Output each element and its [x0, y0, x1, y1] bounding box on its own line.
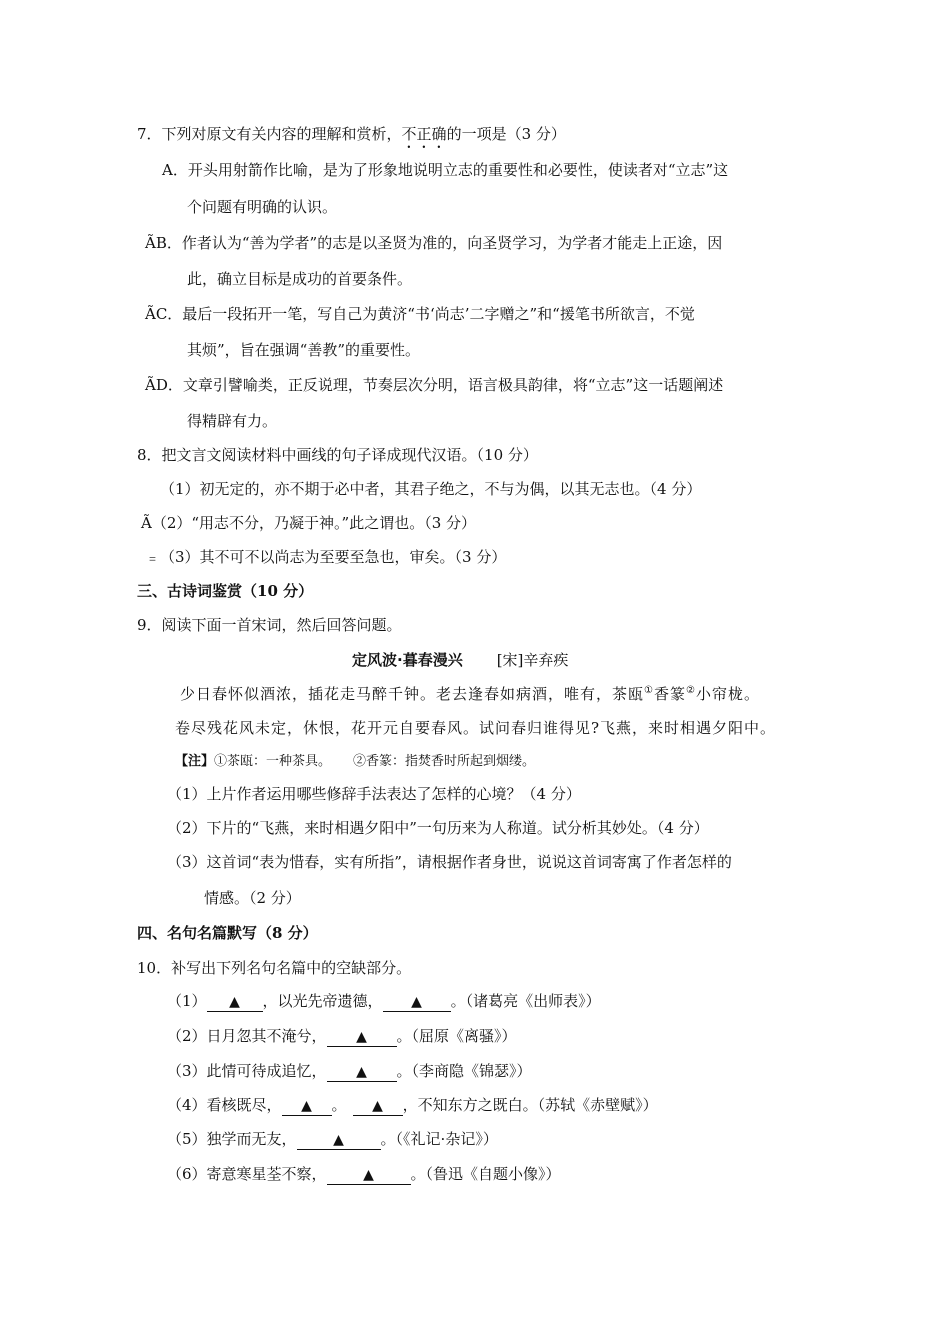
poem-title: 定风波·暮春漫兴 — [352, 651, 463, 669]
q8-item-1: （1）初无定的，亦不期于必中者，其君子绝之，不与为偶，以其无志也。（4 分） — [160, 480, 702, 498]
poem-author: [宋]辛弃疾 — [496, 651, 569, 669]
fill-blank[interactable] — [383, 992, 451, 1012]
q9-question-3-cont: 情感。（2 分） — [204, 889, 301, 907]
q10-line-4-mid: 。 — [331, 1096, 347, 1114]
q8-stem: 8．把文言文阅读材料中画线的句子译成现代汉语。（10 分） — [137, 446, 538, 464]
poem-line-1 — [180, 684, 760, 704]
q7-emphasis: 不正确 — [401, 125, 447, 143]
q10-line-6-source: 。（鲁迅《自题小像》） — [410, 1165, 561, 1183]
q8-item-2: Ã（2）“用志不分，乃凝于神。”此之谓也。（3 分） — [141, 514, 477, 532]
triangle-icon: ▲ — [301, 1098, 312, 1114]
fill-blank[interactable] — [297, 1130, 381, 1150]
q10-line-5-source: 。（《礼记·杂记》） — [380, 1130, 498, 1148]
triangle-icon: ▲ — [356, 1064, 367, 1080]
q9-question-2: （2）下片的“飞燕，来时相遇夕阳中”一句历来为人称道。试分析其妙处。（4 分） — [167, 819, 709, 837]
q10-line-2-text: （2）日月忽其不淹兮， — [167, 1027, 327, 1045]
q10-line-5 — [167, 1129, 498, 1150]
q7-option-c-line1: ÃC．最后一段拓开一笔，写自己为黄济“书‘尚志’二字赠之”和“援笔书所欲言，不觉 — [145, 305, 695, 323]
q10-line-2-source: 。（屈原《离骚》） — [396, 1027, 517, 1045]
q10-line-5-text: （5）独学而无友， — [167, 1130, 297, 1148]
q7-option-a-line2: 个问题有明确的认识。 — [187, 198, 338, 216]
triangle-icon: ▲ — [372, 1098, 383, 1114]
fill-blank[interactable] — [327, 1062, 397, 1082]
q10-line-3 — [167, 1061, 532, 1082]
q7-stem — [137, 124, 566, 152]
q10-line-6-text: （6）寄意寒星荃不察， — [167, 1165, 327, 1183]
poem-line-2: 卷尽残花风未定，休恨，花开元自要春风。试问春归谁得见?飞燕，来时相遇夕阳中。 — [175, 719, 777, 737]
q10-line-6 — [167, 1164, 561, 1185]
fill-blank[interactable] — [353, 1096, 403, 1116]
q9-question-1: （1）上片作者运用哪些修辞手法表达了怎样的心境？（4 分） — [167, 785, 581, 803]
q7-stem-post: 的一项是（3 分） — [446, 125, 566, 143]
q7-option-b-line1: ÃB．作者认为“善为学者”的志是以圣贤为准的，向圣贤学习，为学者才能走上正途，因 — [145, 234, 723, 252]
q7-option-a-line1: A．开头用射箭作比喻，是为了形象地说明立志的重要性和必要性，使读者对“立志”这 — [162, 161, 729, 179]
poem-notes — [175, 752, 535, 772]
q10-line-1-mid: ，以光先帝遗德， — [262, 992, 383, 1010]
q9-stem: 9．阅读下面一首宋词，然后回答问题。 — [137, 616, 402, 634]
note-label: 【注】 — [175, 754, 215, 769]
q7-option-d-line1: ÃD．文章引譬喻类，正反说理，节奏层次分明，语言极具韵律，将“立志”这一话题阐述 — [145, 376, 724, 394]
poem-line-1-a: 少日春怀似酒浓，插花走马醉千钟。老去逢春如病酒，唯有，茶瓯 — [180, 685, 645, 703]
poem-note-ref-1: ① — [644, 685, 654, 696]
fill-blank[interactable] — [327, 1027, 397, 1047]
poem-note-ref-2: ② — [686, 685, 696, 696]
q10-line-3-text: （3）此情可待成追忆， — [167, 1062, 327, 1080]
q7-option-b-line2: 此，确立目标是成功的首要条件。 — [187, 270, 413, 288]
triangle-icon: ▲ — [363, 1167, 374, 1183]
q10-line-3-source: 。（李商隐《锦瑟》） — [396, 1062, 532, 1080]
triangle-icon: ▲ — [229, 994, 240, 1010]
q9-question-3: （3）这首词“表为惜春，实有所指”，请根据作者身世，说说这首词寄寓了作者怎样的 — [167, 853, 732, 871]
poem-line-1-c: 小帘栊。 — [695, 685, 760, 703]
triangle-icon: ▲ — [411, 994, 422, 1010]
fill-blank[interactable] — [207, 992, 263, 1012]
note-2: ②香篆：指焚香时所起到烟缕。 — [353, 754, 536, 769]
poem-title-line — [352, 650, 568, 670]
poem-line-1-b: 香篆 — [653, 685, 686, 703]
q8-item-3: ﹦（3）其不可不以尚志为至要至急也，审矣。（3 分） — [145, 548, 507, 566]
q10-line-1-num: （1） — [167, 992, 207, 1010]
q10-line-4-text: （4）看核既尽， — [167, 1096, 282, 1114]
section-4-heading: 四、名句名篇默写（8 分） — [137, 924, 318, 942]
q10-line-1-source: 。（诸葛亮《出师表》） — [450, 992, 601, 1010]
triangle-icon: ▲ — [356, 1029, 367, 1045]
q7-option-c-line2: 其烦”，旨在强调“善教”的重要性。 — [187, 341, 421, 359]
q10-line-2 — [167, 1026, 517, 1047]
fill-blank[interactable] — [327, 1165, 411, 1185]
note-1: ①茶瓯：一种茶具。 — [214, 754, 332, 769]
triangle-icon: ▲ — [333, 1132, 344, 1148]
q10-stem: 10．补写出下列名句名篇中的空缺部分。 — [137, 959, 412, 977]
section-3-heading: 三、古诗词鉴赏（10 分） — [137, 582, 314, 600]
q10-line-4-source: ，不知东方之既白。（苏轼《赤壁赋》） — [402, 1096, 658, 1114]
q10-line-1 — [167, 991, 601, 1012]
fill-blank[interactable] — [282, 1096, 332, 1116]
q10-line-4 — [167, 1095, 658, 1116]
q7-option-d-line2: 得精辟有力。 — [187, 412, 278, 430]
q7-stem-pre: 7．下列对原文有关内容的理解和赏析， — [137, 125, 402, 143]
